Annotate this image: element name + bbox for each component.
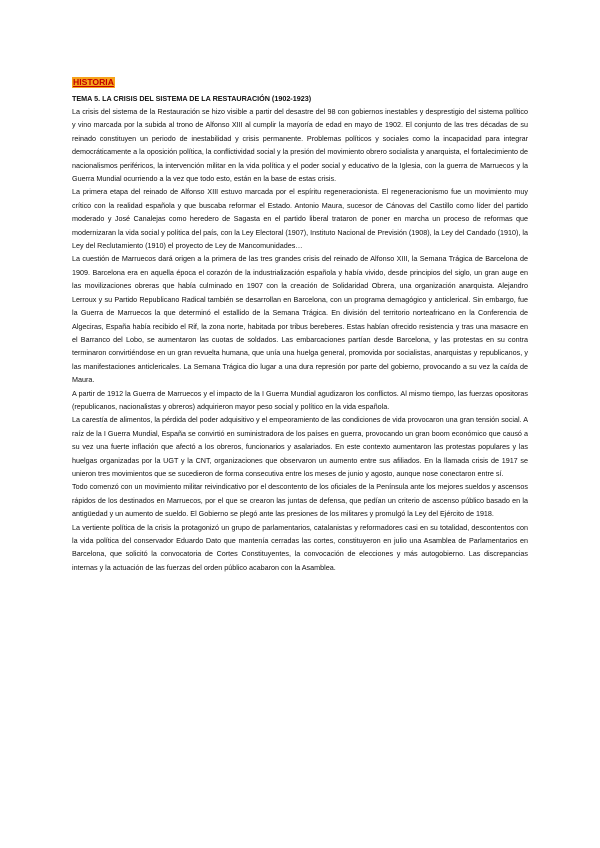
paragraph: A partir de 1912 la Guerra de Marruecos y el impacto de la I Guerra Mundial agudizaron los conflictos. Al mismo tiempo, las fuerzas opositoras (republicanos, nacionalistas y obreros) adquirieron mayor peso social y político en la vida española. <box>72 388 528 411</box>
paragraph: La vertiente política de la crisis la protagonizó un grupo de parlamentarios, catalanistas y reformadores casi en su totalidad, descontentos con la vida política del conservador Eduardo Dato que mantenía cerradas las cortes, constituyeron en julio una Asamblea de Parlamentarios en Barcelona, que solicitó la convocatoria de Cortes Constituyentes, la convocación de elecciones y más autogobierno. Las discrepancias internas y la actuación de las fuerzas del orden público acabaron con la Asamblea. <box>72 522 528 572</box>
paragraph: La crisis del sistema de la Restauración se hizo visible a partir del desastre del 98 con gobiernos inestables y desprestigio del sistema político y vino marcada por la subida al trono de Alfonso XIII al cumplir la mayoría de edad en mayo de 1902. El conjunto de las tres décadas de su reinado constituyen un periodo de inestabilidad y crisis permanente. Problemas políticos y sociales como la incapacidad para integrar democráticamente a la oposición política, la conflictividad social y la presión del movimiento obrero socialista y anarquista, el fortalecimiento de nacionalismos periféricos, la intervención militar en la vida política y el poder social y educativo de la Iglesia, con la guerra de Marruecos y la Guerra Mundial ocurriendo a la vez que todo esto, están en la base de estas crisis. <box>72 107 528 184</box>
document-heading: HISTORIA <box>73 77 114 87</box>
document-page <box>72 72 528 574</box>
paragraph: La primera etapa del reinado de Alfonso XIII estuvo marcada por el espíritu regeneracionista. El regeneracionismo fue un movimiento muy crítico con la realidad española y que buscaba reformar el Estado. Antonio Maura, sucesor de Cánovas del Castillo como líder del partido moderado y José Canalejas como heredero de Sagasta en el partido liberal trataron de poner en marcha un proceso de reformas que modernizaran la vida social y política del país, con la Ley Electoral (1907), Instituto Nacional de Previsión (1908), la Ley del Candado (1910), la Ley del Reclutamiento (1910) el proyecto de Ley de Mancomunidades… <box>72 187 528 251</box>
paragraph: La carestía de alimentos, la pérdida del poder adquisitivo y el empeoramiento de las condiciones de vida provocaron una gran tensión social. A raíz de la I Guerra Mundial, España se convirtió en suministradora de los países en guerra, provocando un gran boom económico que causó a su vez una fuerte inflación que afectó a los obreros, funcionarios y asalariados. En este contexto aumentaron las protestas populares y las huelgas organizadas por la UGT y la CNT, organizaciones que observaron un aumento entre sus afiliados. En la llamada crisis de 1917 se unieron tres movimientos que se sucedieron de forma consecutiva entre los meses de junio y agosto, aunque nose conectaron entre sí. <box>72 415 528 478</box>
paragraph: Todo comenzó con un movimiento militar reivindicativo por el descontento de los oficiales de la Península ante los mejores sueldos y ascensos rápidos de los destinados en Marruecos, por el que se crearon las juntas de defensa, que pedían un criterio de ascenso público basado en la antigüedad y un aumento de sueldo. El Gobierno se plegó ante las presiones de los militares y promulgó la Ley del Ejército de 1918. <box>72 482 528 519</box>
paragraph: La cuestión de Marruecos dará origen a la primera de las tres grandes crisis del reinado de Alfonso XIII, la Semana Trágica de Barcelona de 1909. Barcelona era en aquella época el corazón de la industrialización española y había vivido, desde principios del siglo, un gran auge en las movilizaciones obreras que había culminado en 1907 con la creación de Solidaridad Obrera, una organización anarquista. Alejandro Lerroux y su Partido Republicano Radical también se desarrollan en Barcelona, con un programa demagógico y anticlerical. Sin embargo, fue la Guerra de Marruecos la que determinó el estallido de la Semana Trágica. En división del territorio norteafricano en la Conferencia de Algeciras, España había recibido el Rif, la zona norte, habitada por tribus bereberes. Estas habían ofrecido resistencia y tras una masacre en el Barranco del Lobo, se aumentaron las cuotas de soldados. Las embarcaciones partían desde Barcelona, y las protestas en su contra terminaron convirtiéndose en un gran revuelta humana, que unía una huelga general, promovida por socialistas, anarquistas y republicanos, y las manifestaciones anticlericales. La Semana Trágica dio lugar a una dura represión por parte del gobierno, provocando a su vez la caída de Maura. <box>72 254 528 385</box>
document-subtitle: TEMA 5. LA CRISIS DEL SISTEMA DE LA RESTAURACIÓN (1902-1923) <box>72 94 312 103</box>
